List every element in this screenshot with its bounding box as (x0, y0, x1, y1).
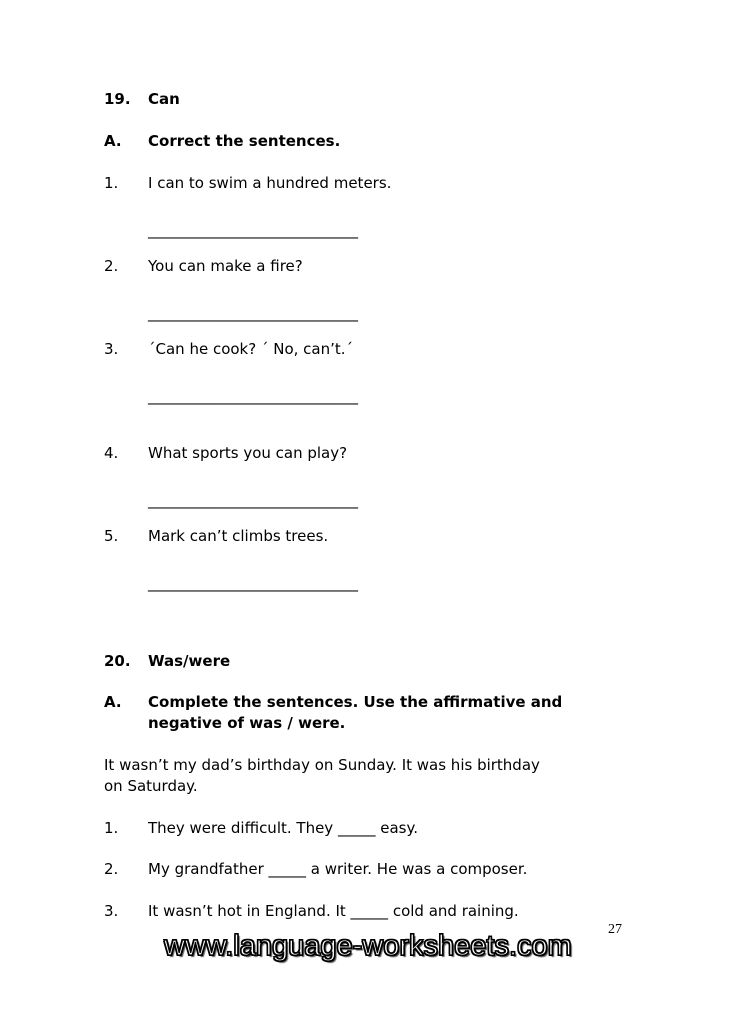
section-20-number: 20. (104, 652, 131, 670)
item-number: 5. (104, 527, 119, 545)
section-19-number: 19. (104, 90, 131, 108)
answer-line: ____________________________ (148, 304, 358, 322)
item-sentence: My grandfather _____ a writer. He was a composer. (148, 860, 528, 878)
item-number: 2. (104, 257, 119, 275)
answer-line: ____________________________ (148, 574, 358, 592)
answer-line: ____________________________ (148, 221, 358, 239)
section-19-part-label: A. (104, 132, 122, 150)
item-number: 3. (104, 340, 119, 358)
item-number: 4. (104, 444, 119, 462)
item-sentence: I can to swim a hundred meters. (148, 174, 392, 192)
item-sentence: Mark can’t climbs trees. (148, 527, 329, 545)
example-sentence: It wasn’t my dad’s birthday on Sunday. It was his birthday (104, 756, 540, 774)
item-sentence: They were difficult. They _____ easy. (148, 819, 418, 837)
section-19-instruction: Correct the sentences. (148, 132, 341, 150)
section-20-title: Was/were (148, 652, 231, 670)
section-20-part-label: A. (104, 693, 122, 711)
footer-website-url: www.language-worksheets.com (164, 930, 572, 962)
example-sentence-cont: on Saturday. (104, 777, 198, 795)
item-number: 1. (104, 174, 119, 192)
page-number: 27 (608, 922, 622, 937)
item-sentence: You can make a fire? (148, 257, 303, 275)
section-20-instruction-cont: negative of was / were. (148, 714, 346, 732)
answer-line: ____________________________ (148, 387, 358, 405)
item-number: 3. (104, 902, 119, 920)
item-number: 1. (104, 819, 119, 837)
section-19-title: Can (148, 90, 180, 108)
answer-line: ____________________________ (148, 491, 358, 509)
item-sentence: What sports you can play? (148, 444, 348, 462)
item-number: 2. (104, 860, 119, 878)
item-sentence: ´Can he cook? ´ No, can’t.´ (148, 340, 354, 358)
item-sentence: It wasn’t hot in England. It _____ cold and raining. (148, 902, 519, 920)
section-20-instruction: Complete the sentences. Use the affirmative and (148, 693, 563, 711)
